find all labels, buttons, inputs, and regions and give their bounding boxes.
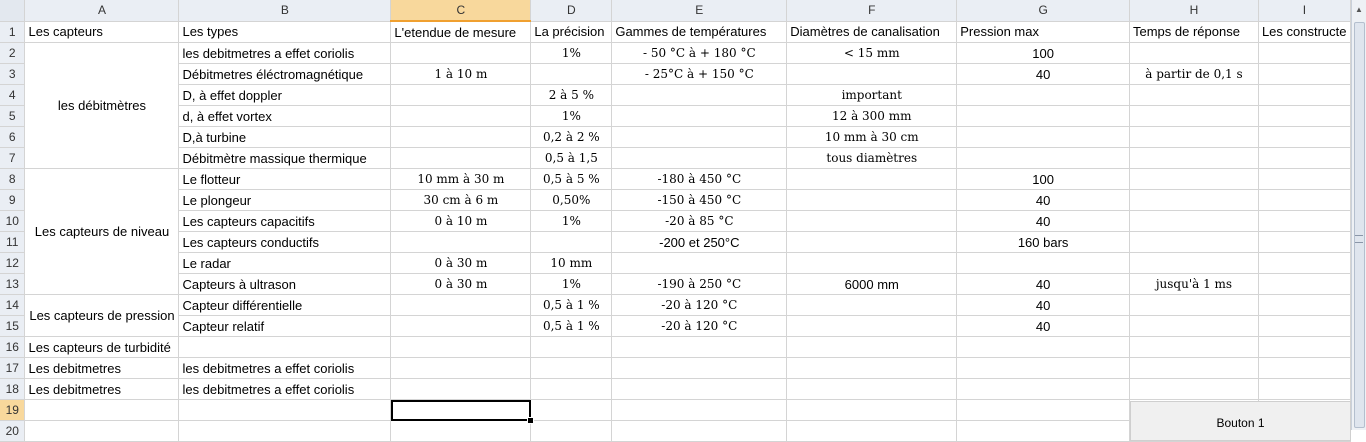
cell[interactable]	[391, 379, 531, 400]
cell[interactable]: 1%	[531, 43, 612, 64]
cell[interactable]: Les capteurs conductifs	[179, 232, 391, 253]
cell[interactable]: 1%	[531, 274, 612, 295]
cell[interactable]	[787, 64, 957, 85]
cell[interactable]: -180 à 450 °C	[612, 169, 787, 190]
cell[interactable]: Les capteurs de turbidité	[25, 337, 179, 358]
cell[interactable]	[957, 253, 1130, 274]
cell[interactable]	[1258, 169, 1350, 190]
cell[interactable]	[612, 253, 787, 274]
cell[interactable]: à partir de 0,1 s	[1129, 64, 1258, 85]
cell[interactable]	[1258, 379, 1350, 400]
cell[interactable]	[391, 316, 531, 337]
cell[interactable]	[179, 337, 391, 358]
cell[interactable]	[787, 358, 957, 379]
cell[interactable]	[179, 421, 391, 442]
select-all-corner[interactable]	[0, 0, 25, 21]
row-header[interactable]: 9	[0, 190, 25, 211]
cell[interactable]: les debitmetres a effet coriolis	[179, 358, 391, 379]
cell[interactable]: Le flotteur	[179, 169, 391, 190]
scroll-up-arrow-icon[interactable]: ▲	[1355, 5, 1363, 14]
column-header-e[interactable]: E	[612, 0, 787, 21]
row-header[interactable]: 3	[0, 64, 25, 85]
cell[interactable]: -20 à 85 °C	[612, 211, 787, 232]
row-header[interactable]: 7	[0, 148, 25, 169]
cell[interactable]	[1129, 295, 1258, 316]
cell[interactable]	[531, 358, 612, 379]
cell[interactable]: 6000 mm	[787, 274, 957, 295]
cell[interactable]	[787, 232, 957, 253]
cell[interactable]	[391, 232, 531, 253]
cell[interactable]	[612, 400, 787, 421]
cell-group-debitmetres[interactable]: les débitmètres	[25, 43, 179, 169]
cell[interactable]	[612, 358, 787, 379]
cell[interactable]	[1129, 358, 1258, 379]
cell[interactable]: Débitmetres éléctromagnétique	[179, 64, 391, 85]
cell[interactable]: -200 et 250°C	[612, 232, 787, 253]
cell[interactable]	[1129, 148, 1258, 169]
cell[interactable]: 40	[957, 274, 1130, 295]
cell[interactable]: 10 mm à 30 m	[391, 169, 531, 190]
row-header[interactable]: 20	[0, 421, 25, 442]
cell[interactable]	[1258, 64, 1350, 85]
cell[interactable]	[531, 232, 612, 253]
cell[interactable]	[1258, 358, 1350, 379]
column-header-h[interactable]: H	[1129, 0, 1258, 21]
cell[interactable]: jusqu'à 1 ms	[1129, 274, 1258, 295]
cell[interactable]	[787, 169, 957, 190]
cell[interactable]: 1%	[531, 106, 612, 127]
cell[interactable]	[1129, 337, 1258, 358]
cell[interactable]	[787, 400, 957, 421]
cell[interactable]	[1258, 106, 1350, 127]
cell[interactable]	[1258, 253, 1350, 274]
cell[interactable]	[787, 211, 957, 232]
cell[interactable]	[1258, 211, 1350, 232]
cell[interactable]: Les capteurs capacitifs	[179, 211, 391, 232]
cell[interactable]: 0,50%	[531, 190, 612, 211]
cell-header[interactable]: L'etendue de mesure	[391, 21, 531, 43]
cell[interactable]	[25, 421, 179, 442]
row-header[interactable]: 8	[0, 169, 25, 190]
cell[interactable]	[1129, 106, 1258, 127]
vertical-scrollbar[interactable]	[1351, 0, 1366, 430]
cell-header[interactable]: Gammes de températures	[612, 21, 787, 43]
cell[interactable]	[787, 253, 957, 274]
cell[interactable]: tous diamètres	[787, 148, 957, 169]
cell[interactable]	[531, 337, 612, 358]
cell[interactable]: -190 à 250 °C	[612, 274, 787, 295]
cell[interactable]: - 25°C à + 150 °C	[612, 64, 787, 85]
row-header[interactable]: 10	[0, 211, 25, 232]
cell[interactable]	[612, 148, 787, 169]
row-header[interactable]: 18	[0, 379, 25, 400]
cell[interactable]	[179, 400, 391, 421]
cell[interactable]	[391, 358, 531, 379]
cell[interactable]: 0,5 à 1,5	[531, 148, 612, 169]
cell[interactable]	[391, 295, 531, 316]
row-header[interactable]: 14	[0, 295, 25, 316]
cell[interactable]: -150 à 450 °C	[612, 190, 787, 211]
cell-header[interactable]: Les types	[179, 21, 391, 43]
cell[interactable]	[1129, 85, 1258, 106]
cell[interactable]	[1258, 316, 1350, 337]
column-header-f[interactable]: F	[787, 0, 957, 21]
cell[interactable]	[957, 379, 1130, 400]
cell[interactable]	[787, 190, 957, 211]
cell-group-niveau[interactable]: Les capteurs de niveau	[25, 169, 179, 295]
cell[interactable]: 40	[957, 316, 1130, 337]
cell-header[interactable]: La précision	[531, 21, 612, 43]
row-header[interactable]: 4	[0, 85, 25, 106]
cell[interactable]: les debitmetres a effet coriolis	[179, 43, 391, 64]
cell[interactable]	[787, 421, 957, 442]
cell[interactable]	[1129, 211, 1258, 232]
cell[interactable]: 1%	[531, 211, 612, 232]
cell[interactable]: 40	[957, 211, 1130, 232]
cell[interactable]	[957, 85, 1130, 106]
cell[interactable]: 40	[957, 190, 1130, 211]
row-header[interactable]: 11	[0, 232, 25, 253]
cell[interactable]	[531, 64, 612, 85]
cell[interactable]: 0,5 à 1 %	[531, 295, 612, 316]
cell[interactable]	[957, 358, 1130, 379]
cell[interactable]	[787, 295, 957, 316]
cell[interactable]	[1258, 85, 1350, 106]
cell[interactable]	[1258, 127, 1350, 148]
cell-group-pression[interactable]: Les capteurs de pression	[25, 295, 179, 337]
cell[interactable]	[1129, 169, 1258, 190]
cell[interactable]	[787, 379, 957, 400]
cell[interactable]: 10 mm à 30 cm	[787, 127, 957, 148]
cell[interactable]: Capteur différentielle	[179, 295, 391, 316]
cell[interactable]	[1258, 274, 1350, 295]
scrollbar-thumb[interactable]	[1354, 22, 1365, 428]
cell[interactable]: 0 à 30 m	[391, 274, 531, 295]
cell[interactable]	[957, 148, 1130, 169]
cell[interactable]	[391, 127, 531, 148]
cell[interactable]	[787, 316, 957, 337]
cell[interactable]: 10 mm	[531, 253, 612, 274]
cell[interactable]	[1258, 337, 1350, 358]
cell[interactable]: 12 à 300 mm	[787, 106, 957, 127]
cell[interactable]	[1129, 190, 1258, 211]
cell[interactable]: -20 à 120 °C	[612, 316, 787, 337]
cell[interactable]	[1129, 379, 1258, 400]
cell[interactable]: 0,5 à 5 %	[531, 169, 612, 190]
cell[interactable]: Le radar	[179, 253, 391, 274]
cell-header[interactable]: Temps de réponse	[1129, 21, 1258, 43]
cell[interactable]: 0 à 10 m	[391, 211, 531, 232]
row-header[interactable]: 6	[0, 127, 25, 148]
cell[interactable]	[957, 337, 1130, 358]
row-header[interactable]: 5	[0, 106, 25, 127]
column-header-i[interactable]: I	[1258, 0, 1350, 21]
cell[interactable]: 40	[957, 295, 1130, 316]
cell[interactable]	[612, 106, 787, 127]
fill-handle[interactable]	[527, 417, 534, 424]
row-header-selected[interactable]: 19	[0, 400, 25, 421]
cell[interactable]	[612, 85, 787, 106]
cell[interactable]: < 15 mm	[787, 43, 957, 64]
cell[interactable]: 30 cm à 6 m	[391, 190, 531, 211]
cell-header[interactable]: Pression max	[957, 21, 1130, 43]
cell[interactable]	[531, 421, 612, 442]
cell[interactable]	[391, 337, 531, 358]
cell[interactable]	[1129, 127, 1258, 148]
cell[interactable]: 40	[957, 64, 1130, 85]
cell[interactable]: 0,2 à 2 %	[531, 127, 612, 148]
cell[interactable]	[612, 421, 787, 442]
cell[interactable]: Les debitmetres	[25, 358, 179, 379]
column-header-g[interactable]: G	[957, 0, 1130, 21]
cell[interactable]: 0 à 30 m	[391, 253, 531, 274]
column-header-a[interactable]: A	[25, 0, 179, 21]
cell[interactable]: D, à effet doppler	[179, 85, 391, 106]
form-button-1[interactable]: Bouton 1	[1130, 401, 1351, 441]
column-header-c[interactable]: C	[391, 0, 531, 21]
cell[interactable]	[531, 400, 612, 421]
cell[interactable]: -20 à 120 °C	[612, 295, 787, 316]
cell[interactable]: Les debitmetres	[25, 379, 179, 400]
cell[interactable]	[1258, 295, 1350, 316]
scroll-grip-icon	[1355, 235, 1363, 243]
cell[interactable]: d, à effet vortex	[179, 106, 391, 127]
cell[interactable]: 0,5 à 1 %	[531, 316, 612, 337]
row-header[interactable]: 2	[0, 43, 25, 64]
cell[interactable]: Le plongeur	[179, 190, 391, 211]
cell[interactable]	[1129, 253, 1258, 274]
cell-header[interactable]: Les capteurs	[25, 21, 179, 43]
cell[interactable]	[1258, 190, 1350, 211]
cell[interactable]: important	[787, 85, 957, 106]
cell[interactable]	[1129, 232, 1258, 253]
column-header-b[interactable]: B	[179, 0, 391, 21]
row-header[interactable]: 12	[0, 253, 25, 274]
active-cell[interactable]	[391, 400, 531, 421]
cell[interactable]: 160 bars	[957, 232, 1130, 253]
cell[interactable]: 100	[957, 43, 1130, 64]
cell[interactable]	[957, 400, 1130, 421]
cell[interactable]: 2 à 5 %	[531, 85, 612, 106]
cell[interactable]	[1258, 148, 1350, 169]
row-header[interactable]: 15	[0, 316, 25, 337]
cell[interactable]: D,à turbine	[179, 127, 391, 148]
cell[interactable]	[391, 106, 531, 127]
cell[interactable]	[391, 85, 531, 106]
cell[interactable]: - 50 °C à + 180 °C	[612, 43, 787, 64]
cell[interactable]	[957, 421, 1130, 442]
cell[interactable]: 1 à 10 m	[391, 64, 531, 85]
row-header[interactable]: 16	[0, 337, 25, 358]
column-header-d[interactable]: D	[531, 0, 612, 21]
cell[interactable]	[1258, 43, 1350, 64]
cell[interactable]	[787, 337, 957, 358]
row-header[interactable]: 17	[0, 358, 25, 379]
cell[interactable]	[531, 379, 612, 400]
cell[interactable]	[391, 148, 531, 169]
cell[interactable]	[612, 127, 787, 148]
cell[interactable]	[612, 337, 787, 358]
cell-header[interactable]: Diamètres de canalisation	[787, 21, 957, 43]
cell[interactable]	[391, 43, 531, 64]
cell[interactable]	[391, 421, 531, 442]
cell[interactable]: 100	[957, 169, 1130, 190]
cell[interactable]: Débitmètre massique thermique	[179, 148, 391, 169]
cell[interactable]	[1129, 316, 1258, 337]
cell[interactable]: Capteurs à ultrason	[179, 274, 391, 295]
cell[interactable]	[1258, 232, 1350, 253]
cell-header[interactable]: Les constructe	[1258, 21, 1350, 43]
cell[interactable]	[957, 106, 1130, 127]
cell[interactable]	[1129, 43, 1258, 64]
cell[interactable]: Capteur relatif	[179, 316, 391, 337]
row-header[interactable]: 1	[0, 21, 25, 43]
cell[interactable]	[957, 127, 1130, 148]
row-header[interactable]: 13	[0, 274, 25, 295]
cell[interactable]	[612, 379, 787, 400]
cell[interactable]	[25, 400, 179, 421]
cell[interactable]: les debitmetres a effet coriolis	[179, 379, 391, 400]
